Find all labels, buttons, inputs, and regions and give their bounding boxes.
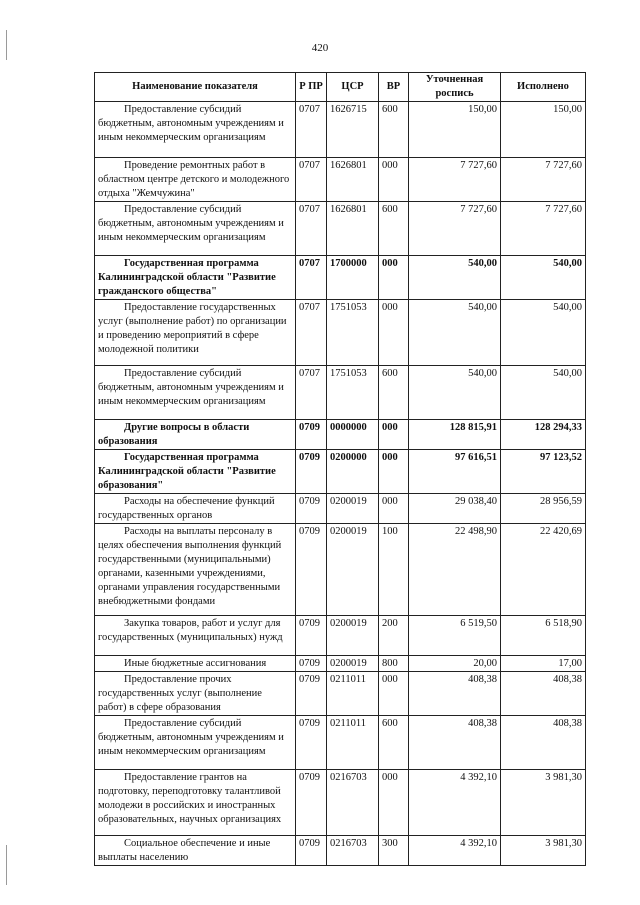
row-plan: 6 519,50 <box>409 616 501 656</box>
row-done: 408,38 <box>501 672 586 716</box>
row-csr: 0200000 <box>327 450 379 494</box>
row-vr: 000 <box>379 770 409 836</box>
row-done: 6 518,90 <box>501 616 586 656</box>
table-row <box>95 672 586 716</box>
row-rpr: 0707 <box>296 102 327 158</box>
row-vr: 800 <box>379 656 409 672</box>
header-expense-type: ВР <box>379 73 409 102</box>
scan-margin-mark-bottom <box>6 845 7 885</box>
row-plan: 7 727,60 <box>409 158 501 202</box>
header-indicator-name: Наименование показателя <box>95 73 296 102</box>
row-name: Иные бюджетные ассигнования <box>95 656 296 672</box>
row-name: Государственная программа Калининградской области "Развитие образования" <box>95 450 296 494</box>
row-plan: 4 392,10 <box>409 836 501 866</box>
row-plan: 29 038,40 <box>409 494 501 524</box>
row-vr: 000 <box>379 158 409 202</box>
row-name: Закупка товаров, работ и услуг для государственных (муниципальных) нужд <box>95 616 296 656</box>
row-plan: 4 392,10 <box>409 770 501 836</box>
row-csr: 1626801 <box>327 158 379 202</box>
table-row <box>95 494 586 524</box>
row-done: 408,38 <box>501 716 586 770</box>
row-name: Государственная программа Калининградской области "Развитие гражданского общества" <box>95 256 296 300</box>
row-done: 128 294,33 <box>501 420 586 450</box>
row-plan: 97 616,51 <box>409 450 501 494</box>
header-planned-amount: Уточненная роспись <box>409 73 501 102</box>
row-vr: 000 <box>379 494 409 524</box>
table-row <box>95 616 586 656</box>
row-rpr: 0709 <box>296 770 327 836</box>
header-executed-amount: Исполнено <box>501 73 586 102</box>
row-csr: 0200019 <box>327 524 379 616</box>
row-csr: 1751053 <box>327 366 379 420</box>
row-name: Социальное обеспечение и иные выплаты населению <box>95 836 296 866</box>
table-row <box>95 524 586 616</box>
budget-execution-table <box>94 72 586 866</box>
row-done: 150,00 <box>501 102 586 158</box>
header-section-code: Р ПР <box>296 73 327 102</box>
row-csr: 1626801 <box>327 202 379 256</box>
row-rpr: 0707 <box>296 300 327 366</box>
row-done: 3 981,30 <box>501 770 586 836</box>
page-number: 420 <box>311 42 329 54</box>
row-vr: 100 <box>379 524 409 616</box>
row-plan: 20,00 <box>409 656 501 672</box>
row-plan: 150,00 <box>409 102 501 158</box>
row-name: Предоставление субсидий бюджетным, автономным учреждениям и иным некоммерческим организациям <box>95 102 296 158</box>
table-row <box>95 836 586 866</box>
row-vr: 000 <box>379 672 409 716</box>
row-csr: 1626715 <box>327 102 379 158</box>
row-rpr: 0709 <box>296 524 327 616</box>
table-row <box>95 656 586 672</box>
row-csr: 0216703 <box>327 770 379 836</box>
row-csr: 1700000 <box>327 256 379 300</box>
row-name: Расходы на выплаты персоналу в целях обеспечения выполнения функций государственными (муниципальными) органами, казенными учреждениями, органами управления государственными внебюджетными фондами <box>95 524 296 616</box>
row-done: 7 727,60 <box>501 202 586 256</box>
table-row <box>95 420 586 450</box>
row-csr: 0200019 <box>327 616 379 656</box>
row-rpr: 0709 <box>296 716 327 770</box>
row-name: Предоставление субсидий бюджетным, автономным учреждениям и иным некоммерческим организациям <box>95 716 296 770</box>
table-row <box>95 300 586 366</box>
row-rpr: 0707 <box>296 256 327 300</box>
table-row <box>95 256 586 300</box>
row-name: Предоставление государственных услуг (выполнение работ) по организации и проведению мероприятий в сфере молодежной политики <box>95 300 296 366</box>
row-vr: 000 <box>379 300 409 366</box>
row-csr: 0200019 <box>327 494 379 524</box>
row-done: 3 981,30 <box>501 836 586 866</box>
row-rpr: 0709 <box>296 672 327 716</box>
row-rpr: 0707 <box>296 366 327 420</box>
row-csr: 0216703 <box>327 836 379 866</box>
row-name: Проведение ремонтных работ в областном центре детского и молодежного отдыха "Жемчужина" <box>95 158 296 202</box>
row-plan: 408,38 <box>409 672 501 716</box>
row-rpr: 0709 <box>296 420 327 450</box>
row-done: 540,00 <box>501 300 586 366</box>
row-name: Другие вопросы в области образования <box>95 420 296 450</box>
row-plan: 408,38 <box>409 716 501 770</box>
row-done: 28 956,59 <box>501 494 586 524</box>
row-csr: 0000000 <box>327 420 379 450</box>
table-row <box>95 450 586 494</box>
row-rpr: 0707 <box>296 158 327 202</box>
row-done: 7 727,60 <box>501 158 586 202</box>
row-plan: 540,00 <box>409 300 501 366</box>
row-vr: 000 <box>379 450 409 494</box>
row-vr: 000 <box>379 420 409 450</box>
table-row <box>95 770 586 836</box>
row-plan: 540,00 <box>409 366 501 420</box>
row-done: 22 420,69 <box>501 524 586 616</box>
row-vr: 600 <box>379 202 409 256</box>
row-vr: 600 <box>379 716 409 770</box>
row-name: Расходы на обеспечение функций государственных органов <box>95 494 296 524</box>
row-vr: 600 <box>379 366 409 420</box>
row-plan: 540,00 <box>409 256 501 300</box>
row-rpr: 0709 <box>296 494 327 524</box>
row-name: Предоставление субсидий бюджетным, автономным учреждениям и иным некоммерческим организациям <box>95 366 296 420</box>
row-vr: 000 <box>379 256 409 300</box>
row-vr: 600 <box>379 102 409 158</box>
row-rpr: 0707 <box>296 202 327 256</box>
row-vr: 300 <box>379 836 409 866</box>
row-plan: 128 815,91 <box>409 420 501 450</box>
row-name: Предоставление грантов на подготовку, переподготовку талантливой молодежи в российских и иностранных образовательных, научных организациях <box>95 770 296 836</box>
row-plan: 7 727,60 <box>409 202 501 256</box>
table-row <box>95 366 586 420</box>
row-done: 540,00 <box>501 366 586 420</box>
header-target-article: ЦСР <box>327 73 379 102</box>
row-done: 97 123,52 <box>501 450 586 494</box>
row-vr: 200 <box>379 616 409 656</box>
row-rpr: 0709 <box>296 836 327 866</box>
table-row <box>95 202 586 256</box>
row-rpr: 0709 <box>296 616 327 656</box>
row-csr: 0211011 <box>327 716 379 770</box>
row-csr: 1751053 <box>327 300 379 366</box>
table-row <box>95 716 586 770</box>
table-row <box>95 158 586 202</box>
row-plan: 22 498,90 <box>409 524 501 616</box>
row-done: 540,00 <box>501 256 586 300</box>
row-name: Предоставление субсидий бюджетным, автономным учреждениям и иным некоммерческим организациям <box>95 202 296 256</box>
row-csr: 0211011 <box>327 672 379 716</box>
row-rpr: 0709 <box>296 656 327 672</box>
row-name: Предоставление прочих государственных услуг (выполнение работ) в сфере образования <box>95 672 296 716</box>
table-header-row <box>95 73 586 102</box>
row-done: 17,00 <box>501 656 586 672</box>
row-csr: 0200019 <box>327 656 379 672</box>
row-rpr: 0709 <box>296 450 327 494</box>
table-row <box>95 102 586 158</box>
